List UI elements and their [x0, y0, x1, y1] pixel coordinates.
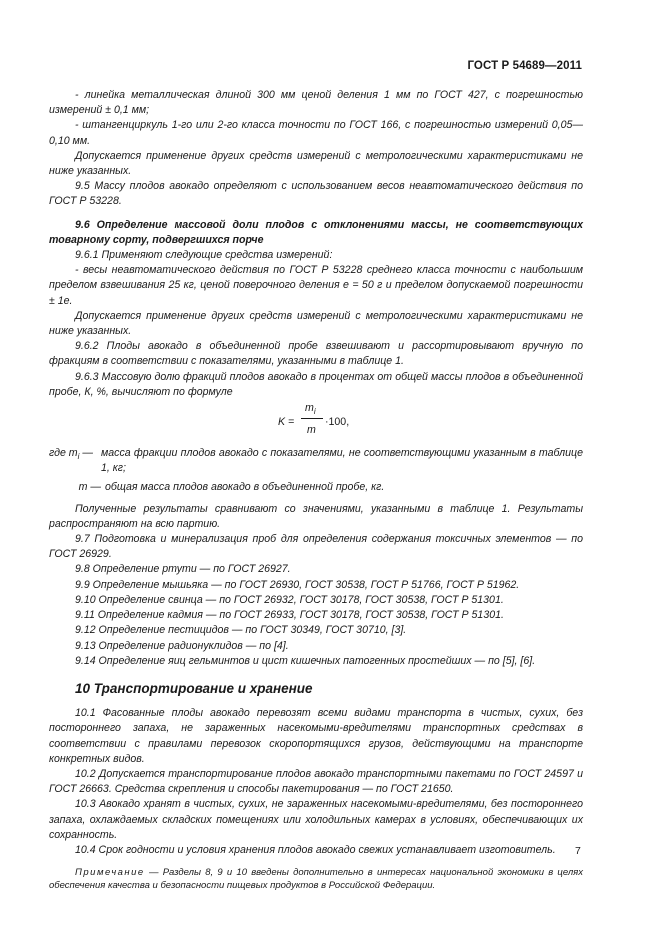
- section-heading-10: 10 Транспортирование и хранение: [75, 680, 313, 696]
- paragraph: 9.14 Определение яиц гельминтов и цист кишечных патогенных простейших — по [5], [6].: [75, 654, 536, 667]
- paragraph: 9.13 Определение радионуклидов — по [4].: [75, 639, 289, 652]
- definition-term: m —: [78, 481, 101, 494]
- formula-denominator: m: [307, 424, 316, 437]
- formula-tail: ·100,: [325, 416, 350, 429]
- paragraph: 9.9 Определение мышьяка — по ГОСТ 26930, ГОСТ 30538, ГОСТ Р 51766, ГОСТ Р 51962.: [75, 578, 520, 591]
- paragraph: Полученные результаты сравнивают со значениями, указанными в таблице 1. Результаты распространяют на всю партию.: [49, 502, 583, 530]
- paragraph: 9.11 Определение кадмия — по ГОСТ 26933, ГОСТ 30178, ГОСТ 30538, ГОСТ Р 51301.: [75, 609, 504, 622]
- paragraph: Допускается применение других средств измерений с метрологическими характеристиками не ниже указанных.: [49, 149, 583, 178]
- paragraph: - линейка металлическая длиной 300 мм ценой деления 1 мм по ГОСТ 427, с погрешностью измерений ± 0,1 мм;: [49, 89, 583, 117]
- term-text: где m: [49, 447, 78, 460]
- paragraph: 9.6.3 Массовую долю фракций плодов авокадо в процентах от общей массы плодов в объединенной пробе, К, %, вычисляют по формуле: [49, 370, 583, 398]
- paragraph: 10.4 Срок годности и условия хранения плодов авокадо свежих устанавливает изготовитель.: [75, 843, 556, 856]
- term-dash: —: [79, 447, 93, 460]
- document-header-id: ГОСТ Р 54689—2011: [467, 60, 582, 72]
- paragraph: - штангенциркуль 1-го или 2-го класса точности по ГОСТ 166, с погрешностью измерений 0,05—0,10 мм.: [49, 119, 583, 147]
- formula-lhs: K =: [278, 416, 295, 429]
- formula-numerator: [305, 401, 316, 419]
- paragraph: 9.6.1 Применяют следующие средства измерений:: [75, 249, 333, 262]
- document-body: [49, 88, 583, 892]
- paragraph: 9.7 Подготовка и минерализация проб для определения содержания токсичных элементов — по ГОСТ 26929.: [49, 533, 583, 561]
- note-text: — Разделы 8, 9 и 10 введены дополнительно в интересах национальной экономики в целях обеспечения качества и безопасности пищевых продуктов в Российской Федерации.: [49, 867, 583, 892]
- paragraph: 9.8 Определение ртути — по ГОСТ 26927.: [75, 563, 291, 576]
- formula: [49, 402, 583, 442]
- note: [49, 866, 583, 892]
- term-subscript: i: [77, 452, 80, 462]
- definition-term: [49, 446, 101, 476]
- paragraph: 9.6.2 Плоды авокадо в объединенной пробе взвешивают и рассортировывают вручную по фракциям в соответствии с показателями, указанными в таблице 1.: [49, 340, 583, 368]
- paragraph: 9.10 Определение свинца — по ГОСТ 26932, ГОСТ 30178, ГОСТ 30538, ГОСТ Р 51301.: [75, 593, 504, 606]
- paragraph: 10.1 Фасованные плоды авокадо перевозят всеми видами транспорта в чистых, сухих, без постороннего запаха, не зараженных насекомыми-вредителями транспортных средствах в соответствии с правилами перевозок скоропортящихся грузов, действующими на транспорте конкретных видов.: [49, 707, 583, 765]
- paragraph: 9.12 Определение пестицидов — по ГОСТ 30349, ГОСТ 30710, [3].: [75, 624, 407, 637]
- page-number: 7: [575, 845, 581, 857]
- paragraph: 10.2 Допускается транспортирование плодов авокадо транспортными пакетами по ГОСТ 24597 и ГОСТ 26663. Средства скрепления и способы пакетирования — по ГОСТ 21650.: [49, 767, 583, 796]
- definition-row: [49, 480, 583, 495]
- paragraph: 10.3 Авокадо хранят в чистых, сухих, не зараженных насекомыми-вредителями, без постороннего запаха, охлаждаемых складских помещениях или холодильных камерах в условиях, обеспечивающих их сохранность.: [49, 798, 583, 841]
- paragraph: - весы неавтоматического действия по ГОСТ Р 53228 среднего класса точности с наибольшим пределом взвешивания 25 кг, ценой поверочного деления е = 50 г и пределом допускаемой погрешности ± 1е.: [49, 264, 583, 307]
- numerator-var: m: [305, 402, 314, 415]
- fraction-bar: [301, 418, 323, 419]
- note-label: Примечание: [75, 867, 145, 879]
- numerator-subscript: i: [313, 407, 316, 417]
- section-heading-9-6: 9.6 Определение массовой доли плодов с отклонениями массы, не соответствующих товарному сорту, подвергшихся порче: [49, 218, 583, 246]
- paragraph: Допускается применение других средств измерений с метрологическими характеристиками не ниже указанных.: [49, 309, 583, 338]
- definition-text: масса фракции плодов авокадо с показателями, не соответствующими указанным в таблице 1, кг;: [101, 447, 583, 475]
- definition-text: общая масса плодов авокадо в объединенной пробе, кг.: [105, 481, 385, 494]
- definition-row: [49, 446, 583, 476]
- paragraph: 9.5 Массу плодов авокадо определяют с использованием весов неавтоматического действия по ГОСТ Р 53228.: [49, 180, 583, 208]
